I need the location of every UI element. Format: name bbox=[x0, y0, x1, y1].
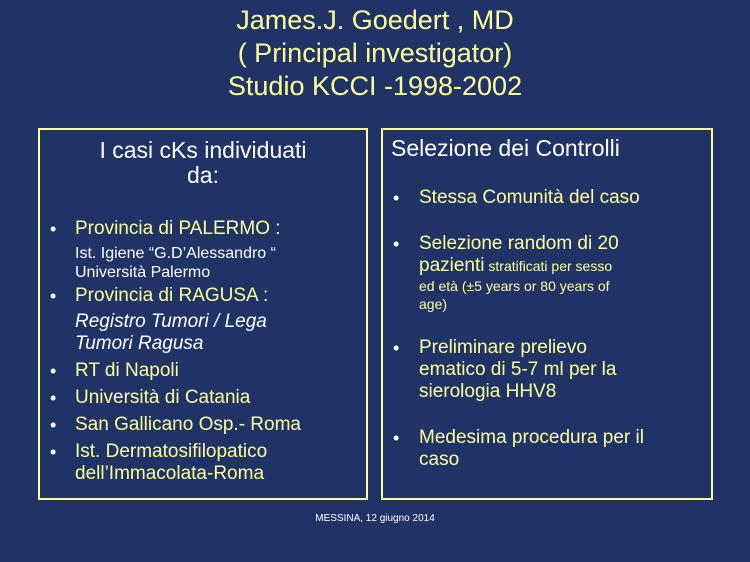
item-small-3: age) bbox=[419, 296, 448, 312]
item-sub: Registro Tumori / Lega bbox=[75, 311, 267, 332]
slide-footer: MESSINA, 12 giugno 2014 bbox=[315, 513, 435, 524]
bullet-icon: • bbox=[393, 428, 400, 448]
cases-box bbox=[38, 128, 368, 500]
controls-heading: Selezione dei Controlli bbox=[391, 135, 620, 161]
list-item bbox=[40, 414, 366, 436]
title-line-2: ( Principal investigator) bbox=[237, 38, 513, 68]
cases-heading bbox=[40, 138, 366, 188]
item-text: Provincia di PALERMO : bbox=[75, 218, 281, 239]
item-text: Ist. Dermatosifilopatico bbox=[75, 441, 268, 462]
list-item bbox=[40, 387, 366, 409]
item-text: San Gallicano Osp.- Roma bbox=[75, 414, 301, 435]
item-text-2: ematico di 5-7 ml per la bbox=[419, 359, 617, 380]
item-small-2: ed età (±5 years or 80 years of bbox=[419, 278, 610, 294]
controls-list bbox=[383, 187, 711, 471]
bullet-icon: • bbox=[50, 361, 57, 381]
item-small: stratificati per sesso bbox=[484, 258, 613, 274]
slide-title bbox=[0, 4, 750, 103]
cases-heading-line-2: da: bbox=[187, 162, 219, 188]
controls-box bbox=[381, 128, 713, 500]
bullet-icon: • bbox=[393, 338, 400, 358]
title-line-3: Studio KCCI -1998-2002 bbox=[227, 71, 523, 101]
item-text: RT di Napoli bbox=[75, 360, 179, 381]
cases-heading-line-1: I casi cKs individuati bbox=[99, 137, 307, 163]
bullet-icon: • bbox=[393, 234, 400, 254]
cases-list bbox=[40, 218, 366, 485]
list-item bbox=[40, 360, 366, 382]
list-item bbox=[40, 285, 366, 355]
bullet-icon: • bbox=[50, 415, 57, 435]
item-sub: Ist. Igiene “G.D’Alessandro “ bbox=[75, 245, 276, 262]
item-text-2: dell’Immacolata-Roma bbox=[75, 463, 265, 484]
list-item bbox=[383, 233, 711, 313]
item-text: Provincia di RAGUSA : bbox=[75, 285, 269, 306]
bullet-icon: • bbox=[50, 388, 57, 408]
item-text-2: pazienti bbox=[419, 255, 485, 276]
list-item bbox=[383, 337, 711, 403]
item-sub-2: Tumori Ragusa bbox=[75, 333, 204, 354]
item-sub-2: Università Palermo bbox=[75, 264, 211, 281]
bullet-icon: • bbox=[50, 286, 57, 306]
list-item bbox=[383, 427, 711, 471]
bullet-icon: • bbox=[393, 188, 400, 208]
item-text: Stessa Comunità del caso bbox=[419, 187, 640, 208]
item-text: Università di Catania bbox=[75, 387, 251, 408]
item-text-3: sierologia HHV8 bbox=[419, 381, 557, 402]
list-item bbox=[40, 441, 366, 485]
item-text: Preliminare prelievo bbox=[419, 337, 587, 358]
list-item bbox=[383, 187, 711, 209]
bullet-icon: • bbox=[50, 442, 57, 462]
item-text: Selezione random di 20 bbox=[419, 233, 619, 254]
bullet-icon: • bbox=[50, 219, 57, 239]
item-text-2: caso bbox=[419, 449, 460, 470]
item-text: Medesima procedura per il bbox=[419, 427, 644, 448]
title-line-1: James.J. Goedert , MD bbox=[236, 5, 514, 35]
list-item bbox=[40, 218, 366, 282]
